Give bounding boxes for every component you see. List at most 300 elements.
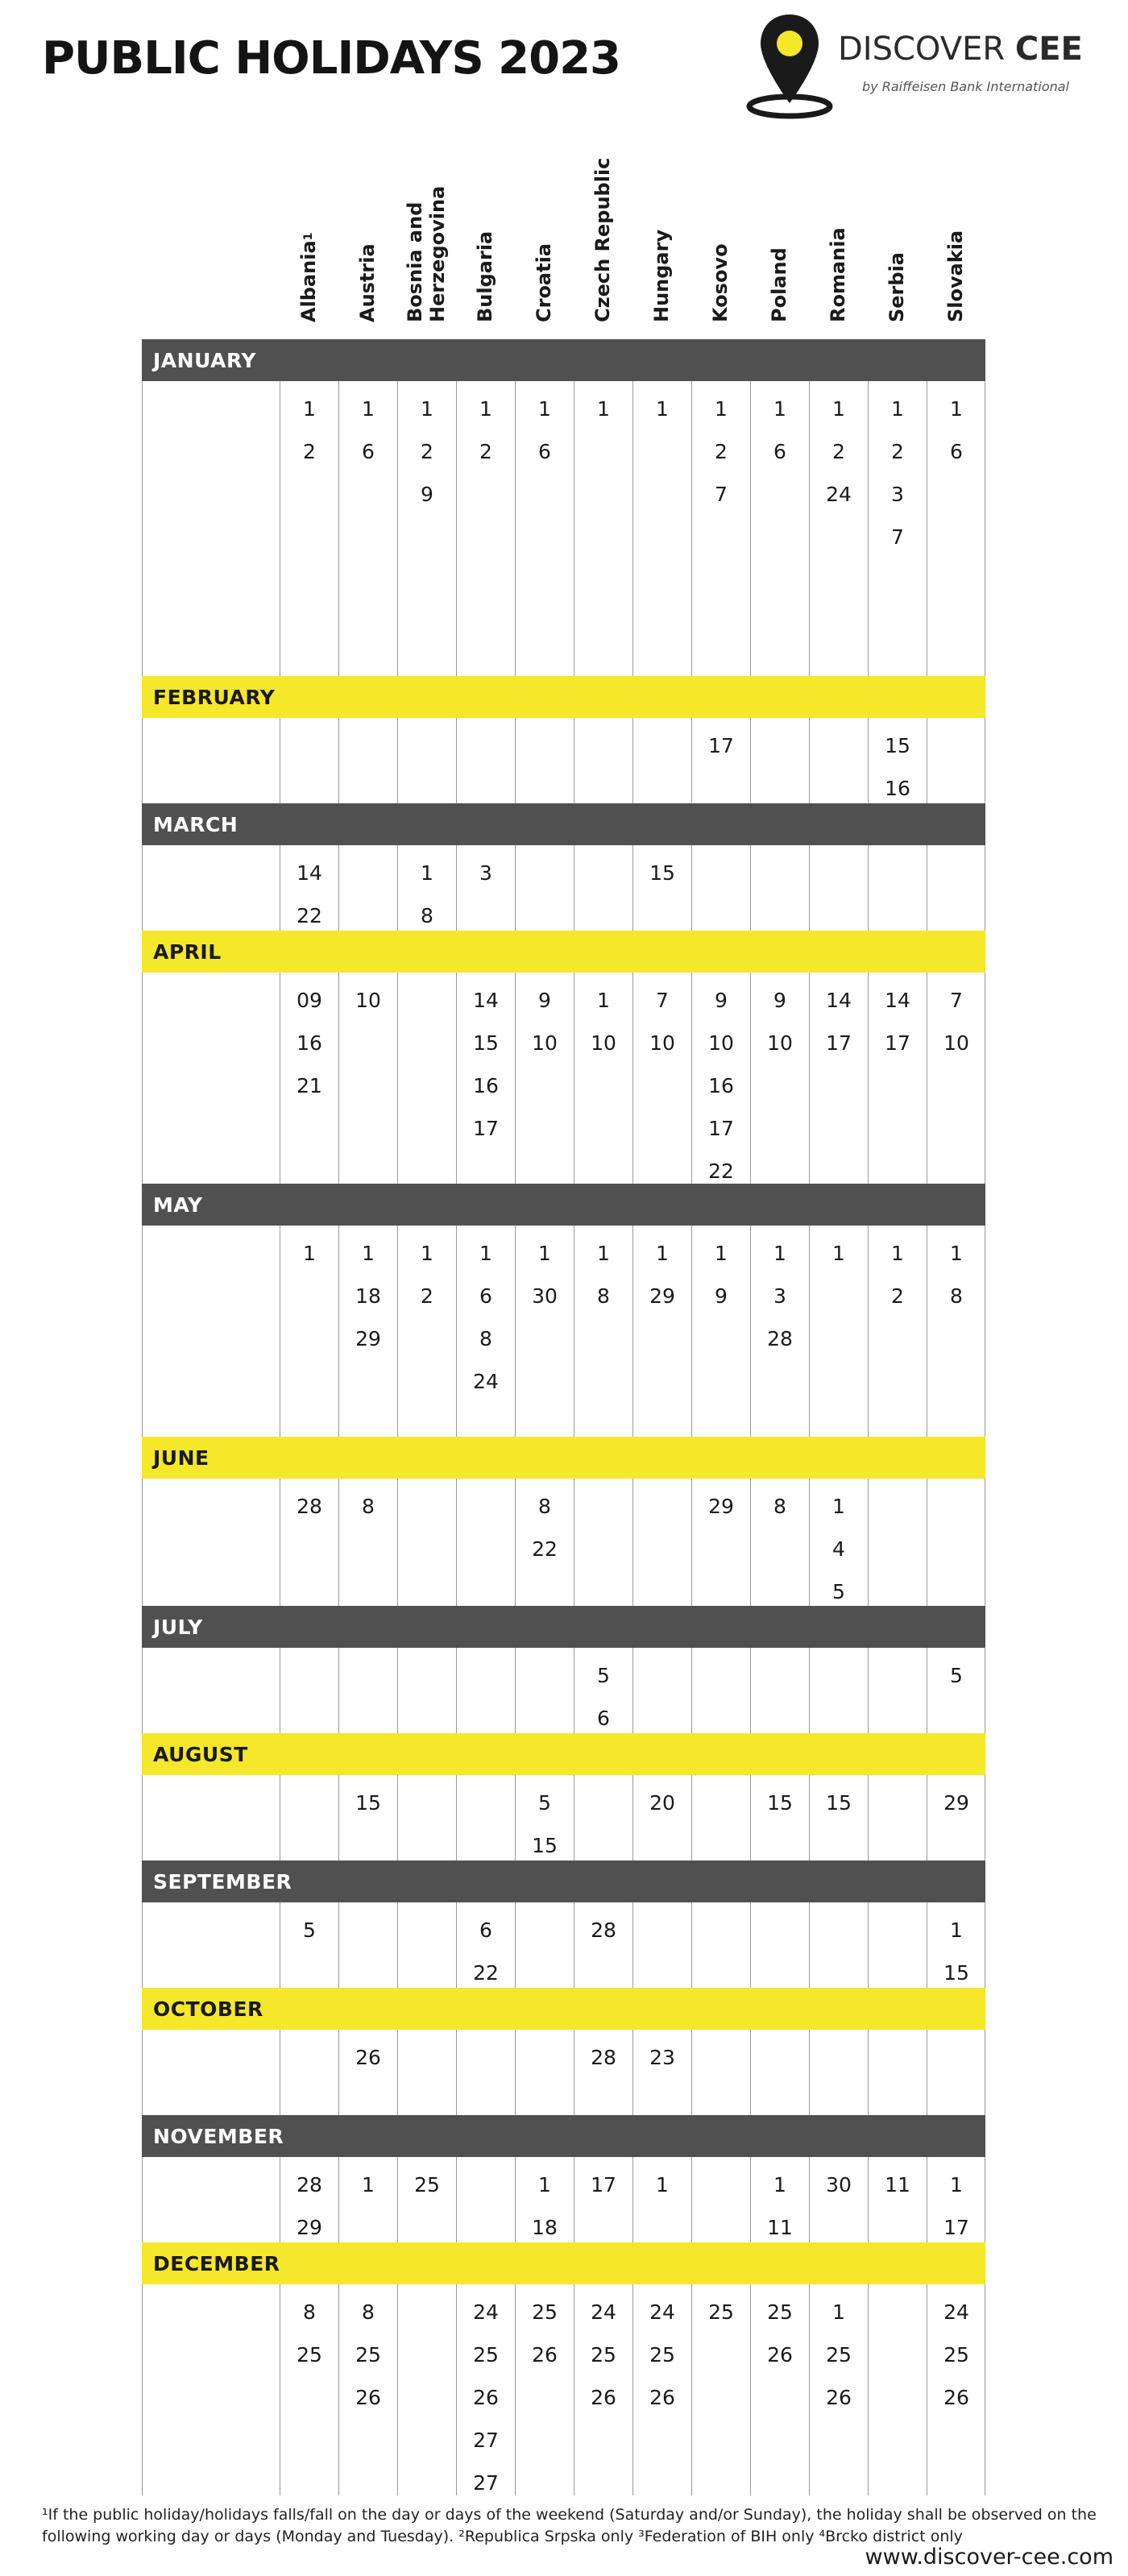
month-header: JULY — [142, 1606, 985, 1648]
holiday-date: 16 — [708, 1074, 734, 1097]
holiday-date: 1 — [773, 1242, 786, 1265]
holiday-cell — [810, 2157, 869, 2242]
holiday-cell — [339, 2157, 398, 2242]
holiday-date: 8 — [362, 1495, 375, 1518]
holiday-date: 1 — [950, 1919, 963, 1942]
holiday-date: 22 — [708, 1159, 734, 1183]
holiday-cell — [398, 845, 457, 931]
holiday-date: 1 — [421, 861, 433, 885]
holiday-date: 1 — [891, 397, 904, 421]
holiday-cell — [927, 381, 985, 676]
month-row — [142, 1775, 985, 1860]
holiday-date: 6 — [597, 1707, 610, 1730]
row-label-cell — [143, 381, 280, 676]
holiday-cell — [574, 718, 633, 803]
holiday-date: 28 — [591, 2046, 616, 2069]
holiday-cell — [574, 2284, 633, 2495]
holiday-cell — [398, 973, 457, 1184]
country-name: Poland — [767, 247, 790, 322]
holiday-date: 26 — [943, 2386, 969, 2409]
holiday-date: 6 — [538, 440, 551, 463]
holiday-date: 17 — [591, 2173, 616, 2196]
country-name: Albania — [297, 240, 320, 322]
holiday-date: 1 — [950, 397, 963, 421]
holiday-cell — [810, 2030, 869, 2115]
month-row — [142, 2030, 985, 2115]
holiday-date: 30 — [826, 2173, 852, 2196]
holiday-cell — [398, 1479, 457, 1606]
holiday-date: 4 — [832, 1537, 845, 1561]
holiday-cell — [398, 1775, 457, 1860]
holiday-date: 1 — [832, 1242, 845, 1265]
holiday-cell — [280, 2284, 339, 2495]
holiday-cell — [398, 2030, 457, 2115]
holiday-cell — [280, 1648, 339, 1733]
holiday-date: 25 — [591, 2343, 616, 2367]
holiday-cell — [869, 2284, 927, 2495]
holiday-date: 25 — [649, 2343, 675, 2367]
holiday-date: 11 — [767, 2216, 793, 2239]
holiday-cell — [869, 2157, 927, 2242]
holiday-date: 2 — [715, 440, 728, 463]
holiday-date: 1 — [362, 2173, 375, 2196]
holiday-cell — [751, 381, 810, 676]
holiday-cell — [927, 1226, 985, 1437]
month-row — [142, 1479, 985, 1606]
holiday-date: 1 — [597, 397, 610, 421]
holiday-cell — [280, 381, 339, 676]
holiday-cell — [751, 1226, 810, 1437]
holiday-date: 1 — [421, 397, 433, 421]
holiday-date: 2 — [421, 440, 433, 463]
holiday-date: 15 — [885, 734, 910, 757]
holiday-cell — [869, 1479, 927, 1606]
holiday-date: 24 — [826, 483, 852, 506]
holiday-cell — [751, 718, 810, 803]
holiday-cell — [574, 1226, 633, 1437]
holiday-cell — [751, 1902, 810, 1988]
holiday-date: 1 — [538, 397, 551, 421]
holiday-date: 1 — [950, 2173, 963, 2196]
country-name: Slovakia — [943, 230, 967, 322]
holiday-date: 25 — [708, 2300, 734, 2324]
holiday-date: 2 — [891, 440, 904, 463]
country-header — [690, 153, 749, 322]
holiday-cell — [516, 2030, 574, 2115]
holiday-cell — [869, 1648, 927, 1733]
holiday-date: 9 — [773, 989, 786, 1012]
holiday-date: 9 — [715, 1284, 728, 1308]
holiday-cell — [280, 1479, 339, 1606]
holiday-cell — [574, 2030, 633, 2115]
holiday-cell — [280, 1775, 339, 1860]
holiday-date: 1 — [832, 2300, 845, 2324]
holiday-date: 1 — [715, 397, 728, 421]
holiday-cell — [280, 845, 339, 931]
holiday-cell — [516, 1648, 574, 1733]
holiday-date: 8 — [362, 2300, 375, 2324]
holiday-cell — [398, 1226, 457, 1437]
holiday-cell — [457, 2157, 516, 2242]
holiday-cell — [516, 1226, 574, 1437]
country-name: Bulgaria — [473, 230, 496, 322]
month-header: NOVEMBER — [142, 2115, 985, 2157]
holiday-date: 15 — [826, 1791, 852, 1815]
holiday-date: 3 — [479, 861, 492, 885]
country-name: Serbia — [885, 252, 908, 322]
holiday-cell — [457, 1902, 516, 1988]
holiday-date: 17 — [708, 1117, 734, 1140]
country-header — [867, 153, 926, 322]
holiday-date: 8 — [950, 1284, 963, 1308]
holiday-date: 29 — [297, 2216, 322, 2239]
holiday-cell — [810, 2284, 869, 2495]
country-header — [749, 153, 808, 322]
holiday-cell — [692, 2284, 751, 2495]
row-label-cell — [143, 1775, 280, 1860]
holiday-date: 22 — [532, 1537, 558, 1561]
holiday-cell — [751, 2030, 810, 2115]
holiday-date: 1 — [479, 397, 492, 421]
holiday-date: 26 — [649, 2386, 675, 2409]
country-name: Croatia — [532, 243, 555, 322]
holiday-cell — [633, 973, 692, 1184]
holiday-date: 11 — [885, 2173, 910, 2196]
holiday-cell — [692, 1775, 751, 1860]
holiday-cell — [869, 973, 927, 1184]
country-footnote-marker: 1 — [301, 232, 315, 241]
holiday-date: 10 — [708, 1031, 734, 1055]
holiday-date: 26 — [767, 2343, 793, 2367]
holiday-cell — [574, 1902, 633, 1988]
country-header — [338, 153, 396, 322]
holiday-cell — [692, 718, 751, 803]
holiday-date: 15 — [532, 1834, 558, 1857]
holiday-date: 1 — [538, 1242, 551, 1265]
month-row — [142, 1226, 985, 1437]
holiday-cell — [633, 1479, 692, 1606]
holiday-date: 8 — [421, 904, 433, 927]
holiday-cell — [516, 845, 574, 931]
holiday-cell — [810, 1479, 869, 1606]
holiday-cell — [927, 1479, 985, 1606]
holiday-date: 27 — [473, 2429, 499, 2452]
holiday-cell — [398, 2157, 457, 2242]
holiday-cell — [457, 2284, 516, 2495]
holiday-cell — [751, 973, 810, 1184]
holiday-date: 24 — [591, 2300, 616, 2324]
holiday-date: 10 — [532, 1031, 558, 1055]
holiday-date: 25 — [414, 2173, 440, 2196]
holiday-date: 5 — [597, 1664, 610, 1687]
holiday-cell — [516, 1479, 574, 1606]
holiday-cell — [574, 973, 633, 1184]
holiday-date: 14 — [473, 989, 499, 1012]
holiday-cell — [692, 1226, 751, 1437]
holiday-date: 8 — [479, 1327, 492, 1350]
holiday-date: 29 — [649, 1284, 675, 1308]
row-label-cell — [143, 2030, 280, 2115]
holiday-cell — [692, 2030, 751, 2115]
holiday-date: 5 — [538, 1791, 551, 1815]
holiday-cell — [692, 1902, 751, 1988]
holiday-date: 26 — [355, 2386, 381, 2409]
holiday-date: 15 — [767, 1791, 793, 1815]
holiday-cell — [810, 718, 869, 803]
holiday-date: 24 — [473, 2300, 499, 2324]
country-header — [808, 153, 867, 322]
holiday-cell — [633, 2030, 692, 2115]
holiday-date: 1 — [303, 397, 316, 421]
month-row — [142, 381, 985, 676]
holiday-date: 15 — [355, 1791, 381, 1815]
holiday-cell — [927, 1648, 985, 1733]
month-row — [142, 845, 985, 931]
holiday-date: 18 — [532, 2216, 558, 2239]
row-label-cell — [143, 1479, 280, 1606]
holiday-date: 6 — [950, 440, 963, 463]
holiday-date: 1 — [832, 397, 845, 421]
holiday-date: 26 — [591, 2386, 616, 2409]
month-header: MAY — [142, 1184, 985, 1226]
holiday-date: 22 — [297, 904, 322, 927]
holiday-cell — [692, 1648, 751, 1733]
holiday-cell — [927, 1775, 985, 1860]
holiday-cell — [339, 2284, 398, 2495]
holiday-cell — [574, 1479, 633, 1606]
holiday-date: 6 — [362, 440, 375, 463]
holiday-date: 2 — [479, 440, 492, 463]
holiday-date: 7 — [891, 525, 904, 549]
holiday-cell — [457, 381, 516, 676]
holiday-date: 1 — [421, 1242, 433, 1265]
holiday-date: 3 — [891, 483, 904, 506]
holiday-date: 8 — [303, 2300, 316, 2324]
holiday-date: 25 — [297, 2343, 322, 2367]
holiday-cell — [516, 973, 574, 1184]
website-url[interactable]: www.discover-cee.com — [865, 2545, 1113, 2570]
holiday-cell — [633, 1648, 692, 1733]
holiday-cell — [927, 973, 985, 1184]
holiday-cell — [633, 1902, 692, 1988]
holiday-date: 14 — [885, 989, 910, 1012]
month-header: JUNE — [142, 1437, 985, 1479]
row-label-cell — [143, 845, 280, 931]
holiday-cell — [339, 1648, 398, 1733]
holiday-cell — [280, 2030, 339, 2115]
holiday-cell — [927, 2157, 985, 2242]
holiday-date: 26 — [355, 2046, 381, 2069]
holiday-date: 10 — [355, 989, 381, 1012]
holiday-cell — [339, 1226, 398, 1437]
holiday-date: 3 — [773, 1284, 786, 1308]
holiday-cell — [398, 1648, 457, 1733]
holiday-date: 16 — [297, 1031, 322, 1055]
row-label-cell — [143, 973, 280, 1184]
holiday-date: 28 — [767, 1327, 793, 1350]
month-header: SEPTEMBER — [142, 1860, 985, 1902]
holiday-date: 2 — [303, 440, 316, 463]
holiday-cell — [751, 845, 810, 931]
holiday-date: 5 — [832, 1580, 845, 1603]
holiday-cell — [869, 381, 927, 676]
holiday-date: 17 — [943, 2216, 969, 2239]
holiday-date: 26 — [826, 2386, 852, 2409]
country-name: Czech Republic — [591, 157, 614, 322]
country-header — [632, 153, 690, 322]
holiday-date: 28 — [297, 2173, 322, 2196]
holiday-date: 15 — [473, 1031, 499, 1055]
holiday-date: 25 — [767, 2300, 793, 2324]
holiday-date: 1 — [362, 397, 375, 421]
holiday-date: 25 — [473, 2343, 499, 2367]
holiday-cell — [516, 2284, 574, 2495]
holiday-cell — [457, 2030, 516, 2115]
holiday-date: 6 — [773, 440, 786, 463]
holiday-date: 15 — [943, 1961, 969, 1985]
holiday-cell — [516, 1775, 574, 1860]
holiday-cell — [869, 845, 927, 931]
holiday-cell — [869, 1902, 927, 1988]
holiday-date: 16 — [885, 777, 910, 800]
row-label-cell — [143, 1902, 280, 1988]
holiday-date: 24 — [943, 2300, 969, 2324]
holiday-cell — [751, 1479, 810, 1606]
logo-wordmark — [838, 31, 1083, 68]
holiday-cell — [280, 718, 339, 803]
holiday-cell — [810, 1648, 869, 1733]
holiday-date: 17 — [708, 734, 734, 757]
holiday-cell — [869, 1226, 927, 1437]
holiday-cell — [927, 2284, 985, 2495]
holiday-table — [142, 339, 985, 2495]
holiday-date: 1 — [656, 397, 669, 421]
holiday-cell — [633, 1226, 692, 1437]
holiday-date: 22 — [473, 1961, 499, 1985]
holiday-date: 7 — [656, 989, 669, 1012]
holiday-cell — [574, 1775, 633, 1860]
holiday-cell — [574, 381, 633, 676]
holiday-date: 18 — [355, 1284, 381, 1308]
holiday-date: 20 — [649, 1791, 675, 1815]
logo-name-bold: CEE — [1014, 31, 1083, 68]
holiday-date: 1 — [597, 1242, 610, 1265]
holiday-cell — [810, 845, 869, 931]
holiday-date: 10 — [767, 1031, 793, 1055]
holiday-date: 15 — [649, 861, 675, 885]
month-header: MARCH — [142, 803, 985, 845]
logo-tagline: by Raiffeisen Bank International — [862, 79, 1069, 94]
holiday-date: 1 — [656, 1242, 669, 1265]
holiday-date: 1 — [597, 989, 610, 1012]
month-header: AUGUST — [142, 1733, 985, 1775]
holiday-date: 27 — [473, 2471, 499, 2495]
country-name: Romania — [826, 227, 849, 322]
holiday-cell — [398, 2284, 457, 2495]
country-name: Austria — [355, 243, 379, 322]
holiday-cell — [751, 2157, 810, 2242]
holiday-date: 10 — [943, 1031, 969, 1055]
holiday-date: 8 — [773, 1495, 786, 1518]
holiday-cell — [457, 845, 516, 931]
month-header: OCTOBER — [142, 1988, 985, 2030]
holiday-date: 29 — [708, 1495, 734, 1518]
holiday-cell — [457, 1226, 516, 1437]
holiday-date: 1 — [891, 1242, 904, 1265]
holiday-date: 5 — [303, 1919, 316, 1942]
row-label-cell — [143, 718, 280, 803]
holiday-date: 23 — [649, 2046, 675, 2069]
holiday-date: 09 — [297, 989, 322, 1012]
holiday-date: 9 — [421, 483, 433, 506]
holiday-date: 10 — [649, 1031, 675, 1055]
holiday-date: 14 — [297, 861, 322, 885]
holiday-date: 30 — [532, 1284, 558, 1308]
holiday-date: 28 — [591, 1919, 616, 1942]
country-header — [279, 153, 338, 322]
holiday-cell — [810, 1226, 869, 1437]
holiday-cell — [339, 973, 398, 1184]
holiday-cell — [633, 845, 692, 931]
holiday-cell — [633, 381, 692, 676]
month-header: JANUARY — [142, 339, 985, 381]
location-pin-icon — [741, 8, 838, 121]
holiday-cell — [339, 1775, 398, 1860]
holiday-cell — [457, 973, 516, 1184]
holiday-cell — [869, 1775, 927, 1860]
holiday-date: 24 — [473, 1370, 499, 1393]
holiday-date: 7 — [715, 483, 728, 506]
holiday-date: 17 — [826, 1031, 852, 1055]
holiday-cell — [339, 381, 398, 676]
holiday-date: 25 — [826, 2343, 852, 2367]
holiday-cell — [692, 381, 751, 676]
holiday-date: 17 — [885, 1031, 910, 1055]
holiday-cell — [339, 718, 398, 803]
holiday-cell — [869, 2030, 927, 2115]
holiday-cell — [280, 973, 339, 1184]
holiday-date: 1 — [773, 2173, 786, 2196]
holiday-date: 28 — [297, 1495, 322, 1518]
country-header — [455, 153, 514, 322]
month-row — [142, 2284, 985, 2495]
holiday-cell — [810, 1902, 869, 1988]
month-row — [142, 1902, 985, 1988]
holiday-cell — [280, 1902, 339, 1988]
holiday-date: 5 — [950, 1664, 963, 1687]
month-header: DECEMBER — [142, 2242, 985, 2284]
holiday-cell — [810, 973, 869, 1184]
holiday-cell — [633, 1775, 692, 1860]
row-label-cell — [143, 1226, 280, 1437]
holiday-date: 25 — [943, 2343, 969, 2367]
holiday-date: 2 — [421, 1284, 433, 1308]
holiday-date: 2 — [891, 1284, 904, 1308]
holiday-date: 1 — [950, 1242, 963, 1265]
holiday-date: 2 — [832, 440, 845, 463]
country-header — [396, 153, 455, 322]
footnote-line-2: following working day or days (Monday and Tuesday). ²Republica Srpska only ³Federation of BIH only ⁴Brcko district only — [42, 2528, 963, 2545]
holiday-date: 7 — [950, 989, 963, 1012]
month-row — [142, 1648, 985, 1733]
country-header — [514, 153, 573, 322]
holiday-cell — [692, 973, 751, 1184]
footnote-line-1: ¹If the public holiday/holidays falls/fall on the day or days of the weekend (Saturday and/or Sunday), the holiday shall be observed on the — [42, 2506, 1097, 2524]
footnote — [42, 2504, 1113, 2548]
holiday-cell — [633, 718, 692, 803]
holiday-date: 26 — [473, 2386, 499, 2409]
month-row — [142, 973, 985, 1184]
